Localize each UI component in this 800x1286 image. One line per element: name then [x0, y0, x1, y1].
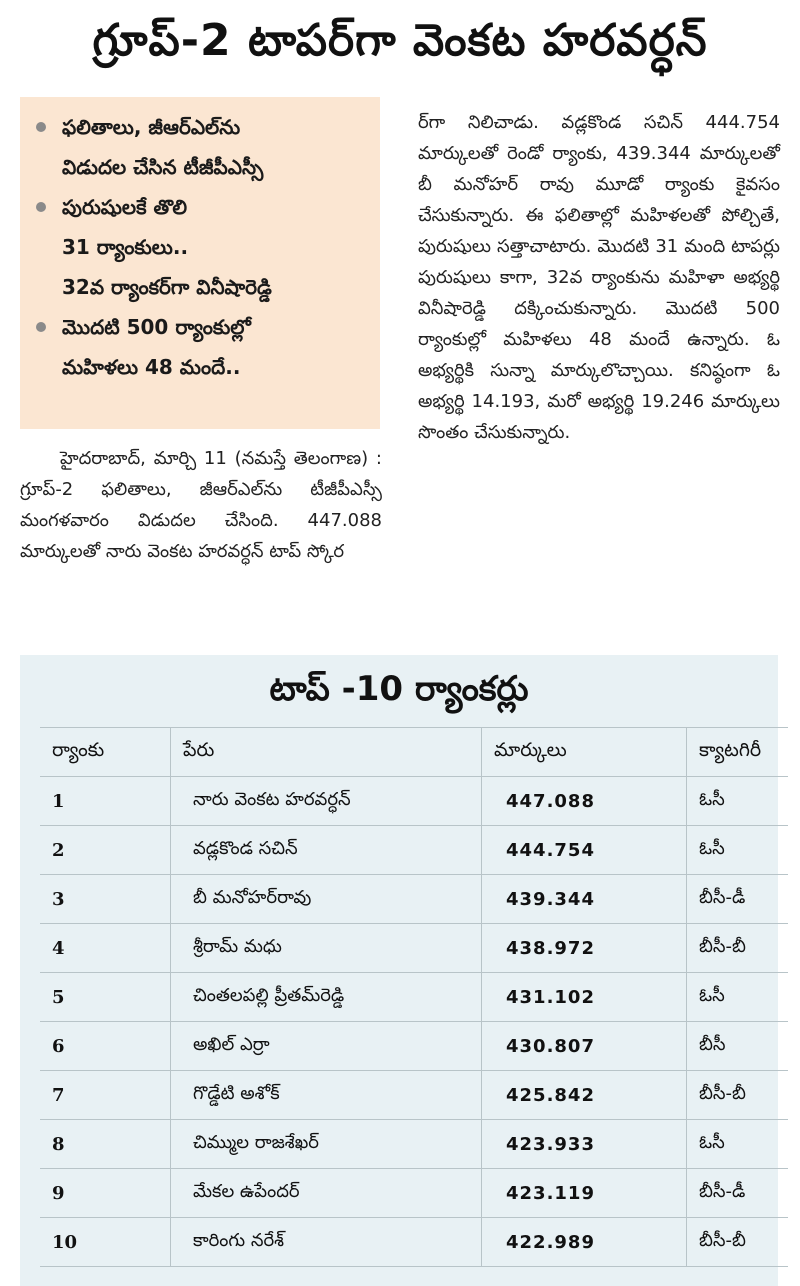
cell-name: కారింగు నరేశ్‌: [171, 1218, 482, 1267]
table-header-row: [40, 728, 788, 777]
cell-name: నారు వెంకట హరవర్ధన్‌: [171, 777, 482, 826]
cell-rank: 7: [40, 1071, 171, 1120]
cell-name: వడ్లకొండ సచిన్‌: [171, 826, 482, 875]
table-row: [40, 1120, 788, 1169]
highlight-line: 31 ర్యాంకులు..: [62, 235, 189, 259]
cell-marks: 438.972: [482, 924, 687, 973]
table-row: [40, 1022, 788, 1071]
cell-marks: 430.807: [482, 1022, 687, 1071]
highlight-item: [36, 187, 370, 307]
cell-rank: 5: [40, 973, 171, 1022]
cell-marks: 425.842: [482, 1071, 687, 1120]
table-row: [40, 1071, 788, 1120]
cell-name: చింతలపల్లి ప్రీతమ్‌రెడ్డి: [171, 973, 482, 1022]
cell-marks: 422.989: [482, 1218, 687, 1267]
table-title: టాప్‌ -10 ర్యాంకర్లు: [269, 669, 529, 709]
header-category: క్యాటగిరీ: [687, 728, 789, 777]
cell-marks: 447.088: [482, 777, 687, 826]
cell-rank: 8: [40, 1120, 171, 1169]
cell-category: ఓసీ: [687, 1120, 789, 1169]
article-text-left: హైదరాబాద్‌, మార్చి 11 (నమస్తే తెలంగాణ) : గ్రూప్‌-2 ఫలితాలు, జీఆర్‌ఎల్‌ను టీజీపీఎస్సీ మంగళవారం విడుదల చేసింది. 447.088 మార్కులతో నారు వెంకట హరవర్ధన్‌ టాప్‌ స్కోర: [20, 448, 382, 562]
cell-rank: 3: [40, 875, 171, 924]
header-name: పేరు: [171, 728, 482, 777]
cell-marks: 423.933: [482, 1120, 687, 1169]
table-row: [40, 777, 788, 826]
table-row: [40, 924, 788, 973]
header-rank: ర్యాంకు: [40, 728, 171, 777]
highlights-box: [20, 97, 380, 429]
cell-marks: 431.102: [482, 973, 687, 1022]
cell-marks: 423.119: [482, 1169, 687, 1218]
highlight-item: [36, 307, 370, 387]
cell-name: బీ మనోహర్‌రావు: [171, 875, 482, 924]
cell-name: అఖిల్‌ ఎర్రా: [171, 1022, 482, 1071]
cell-category: ఓసీ: [687, 777, 789, 826]
cell-rank: 10: [40, 1218, 171, 1267]
bullet-icon: [36, 122, 46, 132]
highlight-line: ఫలితాలు, జీఆర్‌ఎల్‌ను: [62, 115, 241, 139]
cell-rank: 9: [40, 1169, 171, 1218]
cell-rank: 4: [40, 924, 171, 973]
highlight-line: మొదటి 500 ర్యాంకుల్లో: [62, 315, 251, 339]
table-row: [40, 875, 788, 924]
bullet-icon: [36, 202, 46, 212]
cell-name: శ్రీరామ్‌ మధు: [171, 924, 482, 973]
cell-marks: 439.344: [482, 875, 687, 924]
cell-category: బీసీ: [687, 1022, 789, 1071]
header-marks: మార్కులు: [482, 728, 687, 777]
table-row: [40, 973, 788, 1022]
cell-rank: 1: [40, 777, 171, 826]
highlight-line: 32వ ర్యాంకర్‌గా వినీషారెడ్డి: [62, 275, 272, 299]
cell-category: ఓసీ: [687, 826, 789, 875]
cell-name: చిమ్ముల రాజశేఖర్‌: [171, 1120, 482, 1169]
cell-category: బీసీ-బీ: [687, 1071, 789, 1120]
table-row: [40, 1169, 788, 1218]
cell-category: బీసీ-డీ: [687, 1169, 789, 1218]
cell-category: బీసీ-డీ: [687, 875, 789, 924]
highlight-item: [36, 107, 370, 187]
highlight-line: పురుషులకే తొలి: [62, 195, 187, 219]
cell-rank: 2: [40, 826, 171, 875]
bullet-icon: [36, 322, 46, 332]
cell-name: గొడ్డేటి అశోక్‌: [171, 1071, 482, 1120]
cell-category: బీసీ-బీ: [687, 1218, 789, 1267]
cell-category: బీసీ-బీ: [687, 924, 789, 973]
article-text-right: ర్‌గా నిలిచాడు. వడ్లకొండ సచిన్‌ 444.754 మార్కులతో రెండో ర్యాంకు, 439.344 మార్కులతో బీ మనోహర్‌ రావు మూడో ర్యాంకు కైవసం చేసుకున్నారు. ఈ ఫలితాల్లో మహిళలతో పోల్చితే, పురుషులు సత్తాచాటారు. మొదటి 31 మంది టాపర్లు పురుషులు కాగా, 32వ ర్యాంకును మహిళా అభ్యర్థి వినీషారెడ్డి దక్కించుకున్నారు. మొదటి 500 ర్యాంకుల్లో మహిళలు 48 మందే ఉన్నారు. ఓ అభ్యర్థికి సున్నా మార్కులొచ్చాయి. కనిష్ఠంగా ఓ అభ్యర్థి 14.193, మరో అభ్యర్థి 19.246 మార్కులు సొంతం చేసుకున్నారు.: [418, 112, 780, 443]
table-row: [40, 826, 788, 875]
highlight-line: మహిళలు 48 మందే..: [62, 355, 241, 379]
cell-rank: 6: [40, 1022, 171, 1071]
rankers-table: [40, 727, 788, 1267]
table-row: [40, 1218, 788, 1267]
cell-name: మేకల ఉపేందర్‌: [171, 1169, 482, 1218]
headline: గ్రూప్‌-2 టాపర్‌గా వెంకట హరవర్ధన్‌: [92, 15, 708, 66]
cell-category: ఓసీ: [687, 973, 789, 1022]
top-rankers-box: [20, 655, 778, 1286]
highlight-line: విడుదల చేసిన టీజీపీఎస్సీ: [62, 155, 264, 179]
cell-marks: 444.754: [482, 826, 687, 875]
